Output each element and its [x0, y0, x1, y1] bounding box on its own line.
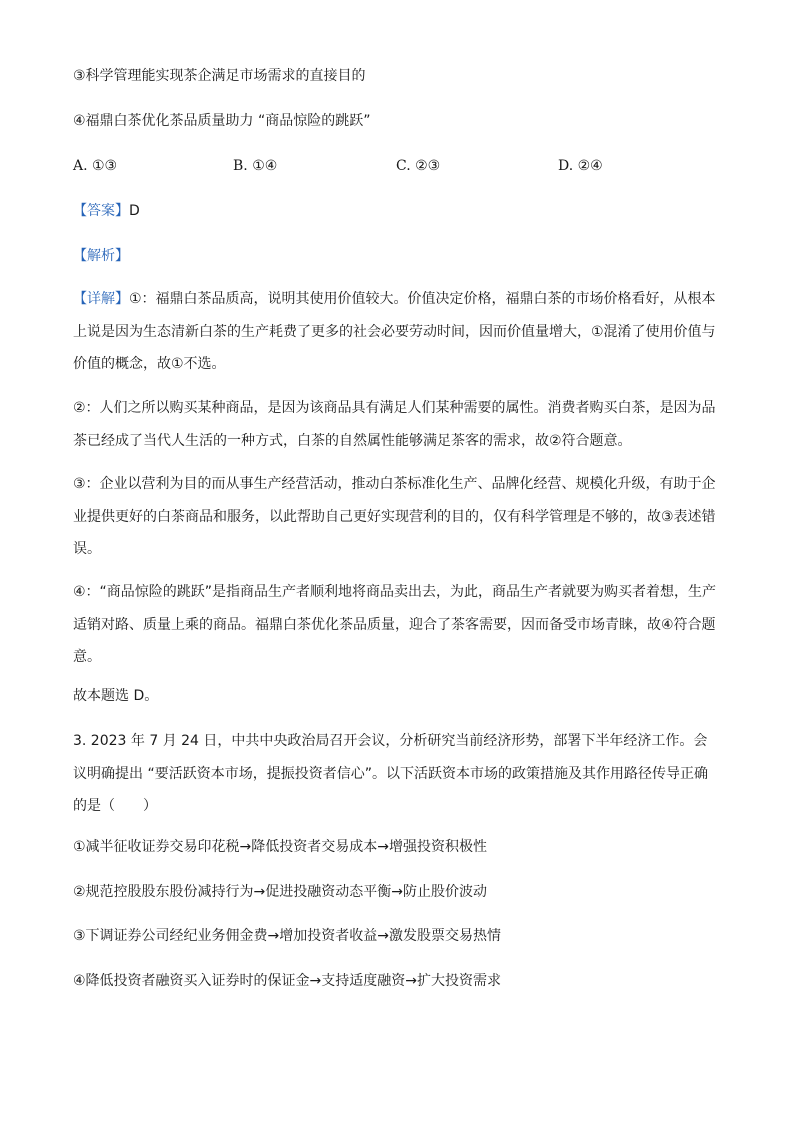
explanation-1: [73, 283, 721, 381]
explanation-3: ③：企业以营利为目的而从事生产经营活动，推动白茶标准化生产、品牌化经营、规模化升级，有助于企业提供更好的白茶商品和服务，以此帮助自己更好实现营利的目的，仅有科学管理是不够的，故③表述错误。: [73, 476, 716, 557]
option-c: C. ②③: [396, 158, 441, 174]
detail-tag: 【详解】: [73, 291, 129, 307]
question-2-item-4: ④福鼎白茶优化茶品质量助力 “商品惊险的跳跃”: [73, 113, 371, 129]
analysis-tag: 【解析】: [73, 248, 129, 264]
explanation-2: ②：人们之所以购买某种商品，是因为该商品具有满足人们某种需要的属性。消费者购买白茶，是因为品茶已经成了当代人生活的一种方式，白茶的自然属性能够满足茶客的需求，故②符合题意。: [73, 400, 716, 449]
option-b: B. ①④: [233, 158, 278, 174]
explanation-1-text: ①：福鼎白茶品质高，说明其使用价值较大。价值决定价格，福鼎白茶的市场价格看好，从根本上说是因为生态清新白茶的生产耗费了更多的社会必要劳动时间，因而价值量增大，①混淆了使用价值与价值的概念，故①不选。: [73, 291, 716, 372]
explanation-4: ④：“商品惊险的跳跃”是指商品生产者顺利地将商品卖出去，为此，商品生产者就要为购买者着想，生产适销对路、质量上乘的商品。福鼎白茶优化茶品质量，迎合了茶客需要，因而备受市场青睐，故④符合题意。: [73, 584, 717, 665]
option-d: D. ②④: [558, 158, 603, 174]
question-2-item-3: ③科学管理能实现茶企满足市场需求的直接目的: [73, 68, 366, 84]
question-3-item-2: ②规范控股股东股份减持行为→促进投融资动态平衡→防止股价波动: [73, 884, 488, 900]
question-3-stem: 3. 2023 年 7 月 24 日，中共中央政治局召开会议，分析研究当前经济形势，部署下半年经济工作。会议明确提出 “要活跃资本市场，提振投资者信心”。以下活跃资本市场的政策措施及其作用路径传导正确的是（ ）: [73, 733, 708, 814]
conclusion: 故本题选 D。: [73, 688, 159, 704]
question-3-item-3: ③下调证券公司经纪业务佣金费→增加投资者收益→激发股票交易热情: [73, 928, 502, 944]
answer-tag: 【答案】: [73, 203, 129, 219]
answer-value: D: [129, 203, 140, 219]
answer-line: [73, 201, 723, 221]
option-a: A. ①③: [73, 158, 118, 174]
question-3-item-1: ①减半征收证券交易印花税→降低投资者交易成本→增强投资积极性: [73, 839, 488, 855]
question-3-item-4: ④降低投资者融资买入证券时的保证金→支持适度融资→扩大投资需求: [73, 973, 502, 989]
